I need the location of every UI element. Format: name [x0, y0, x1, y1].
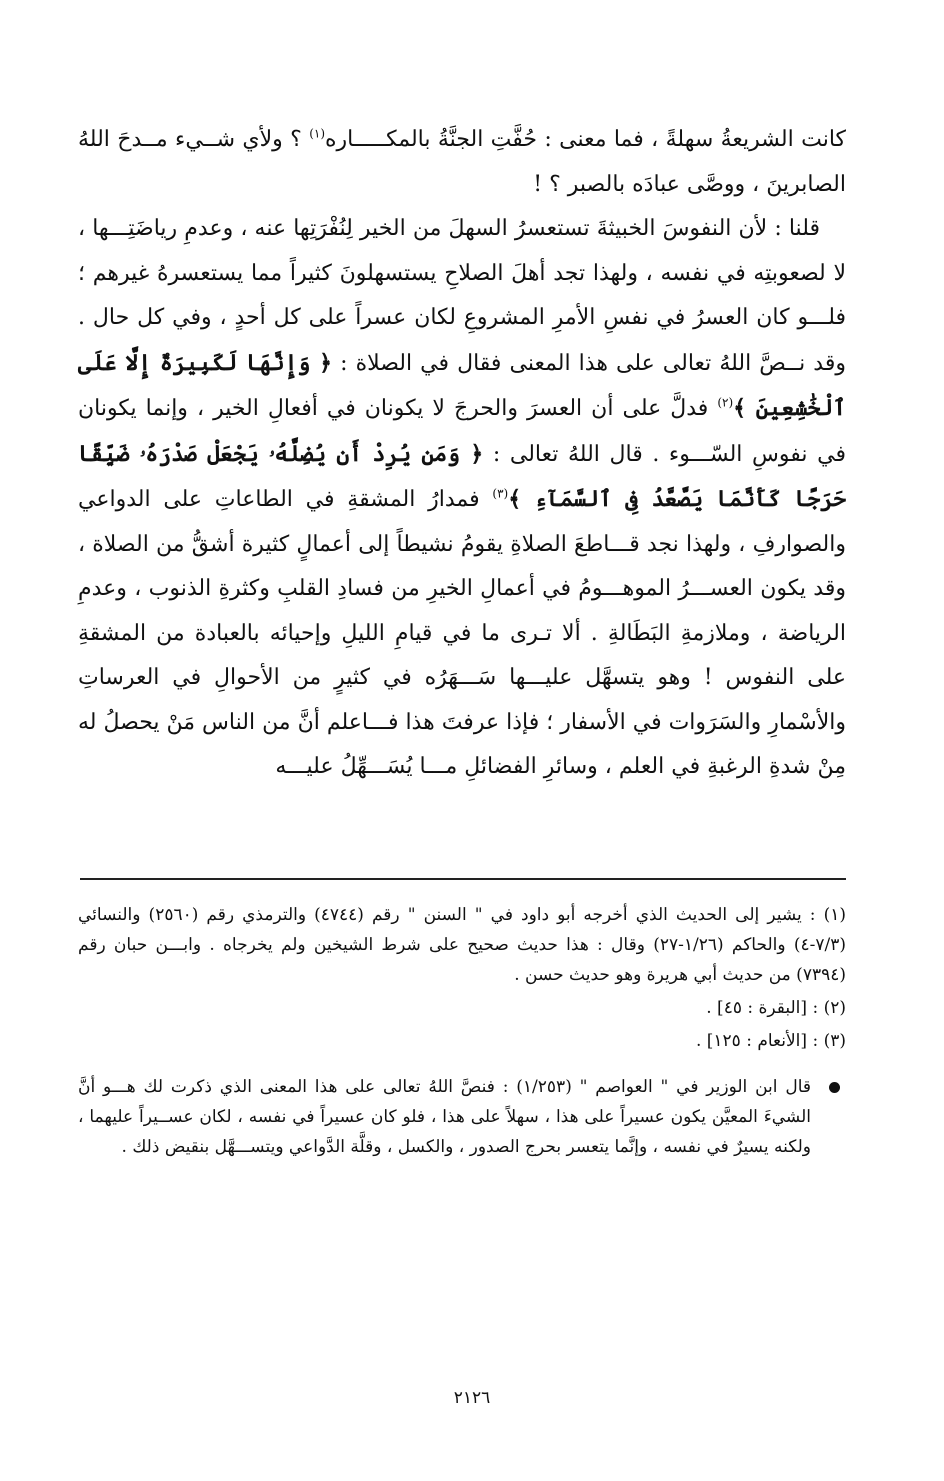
editor-note — [78, 1072, 846, 1162]
main-paragraph-2 — [78, 207, 846, 790]
editor-note-text: قال ابن الوزير في " العواصم " (١/٢٥٣) : فنصَّ اللهُ تعالى على هذا المعنى الذي ذكرت لك هـــو أنَّ الشيءَ المعيَّن يكون عسيراً على هذا ، سهلاً على هذا ، فلو كان عسيراً في نفسه ، لكان عســيراً عليهما ، ولكنه يسيرٌ في نفسه ، وإنَّما يتعسر بحرج الصدور ، والكسل ، وقلَّة الدَّواعي ويتســـهَّل بنقيض ذلك . — [78, 1077, 812, 1157]
paragraph-2-text-c: فمدارُ المشقةِ في الطاعاتِ على الدواعي والصوارفِ ، ولهذا نجد قـــاطعَ الصلاةِ يقومُ نشيطاً إلى أعمالٍ كثيرة أشقُّ من الصلاة ، وقد يكون العســـرُ الموهـــومُ في أعمالِ الخيرِ من فسادِ القلبِ وكثرةِ الذنوب ، وعدمِ الرياضة ، وملازمةِ البَطَالةِ . ألا تـرى ما في قيامِ الليلِ وإحيائه بالعبادة من المشقةِ على النفوس ! وهو يتسهَّل عليـــها سَـــهَرُه في كثيرٍ من الأحوالِ في العرساتِ والأسْمارِ والسَرَوات في الأسفار ؛ فإذا عرفتَ هذا فـــاعلم أنَّ من الناس مَنْ يحصلُ له مِنْ شدةِ الرغبةِ في العلم ، وسائرِ الفضائلِ مـــا يُسَـــهِّلُ عليـــه — [77, 487, 846, 779]
quran-verse-2: ﴿ وَمَن يُرِدْ أَن يُضِلَّهُۥ يَجْعَلْ صَدْرَهُۥ ضَيِّقًا حَرَجًا كَأَنَّمَا يَصَّعَّدُ فِى ٱلسَّمَآءِ ﴾ — [78, 440, 847, 512]
footnote-ref-2: (٢) — [717, 395, 734, 410]
footnote-divider — [80, 878, 846, 880]
footnote-1-text: يشير إلى الحديث الذي أخرجه أبو داود في " السنن " رقم (٤٧٤٤) والترمذي رقم (٢٥٦٠) والنسائي (٧/٣-٤) والحاكم (١/٢٦-٢٧) وقال : هذا حديث صحيح على شرط الشيخين ولم يخرجاه . وابـــن حبان رقم (٧٣٩٤) من حديث أبي هريرة وهو حديث حسن . — [78, 905, 846, 985]
footnote-ref-1: (١) — [309, 126, 326, 141]
page-number: ٢١٢٦ — [453, 1388, 491, 1408]
footnotes — [78, 900, 846, 1162]
paragraph-1-text: كانت الشريعةُ سهلةً ، فما معنى : حُفَّتِ الجنَّةُ بالمكـــــاره — [325, 127, 846, 152]
paragraph-1-tail: ؟ ولأي شــيء مــدحَ اللهُ الصابرينَ ، ووصَّى عبادَه بالصبر ؟ ! — [78, 127, 846, 197]
footnote-1-number: (١) : — [809, 905, 846, 925]
main-text — [78, 118, 846, 790]
quran-verse-1: ﴿ وَإِنَّهَا لَكَبِيرَةٌ إِلَّا عَلَى ٱلْخَٰشِعِينَ ﴾ — [78, 349, 846, 421]
footnote-1 — [78, 900, 846, 990]
footnote-2: (٢) : [البقرة : ٤٥] . — [706, 998, 846, 1018]
footnote-3: (٣) : [الأنعام : ١٢٥] . — [695, 1031, 846, 1051]
paragraph-2-text-b: فدلَّ على أن العسرَ والحرجَ لا يكونان في أفعالِ الخير ، وإنما يكونان في نفوسِ السّـــوء . قال اللهُ تعالى : — [78, 396, 846, 467]
bullet-icon — [829, 1082, 840, 1093]
paragraph-2-text: قلنا : لأن النفوسَ الخبيثةَ تستعسرُ السهلَ من الخير لِنُفْرَتِها عنه ، وعدمِ رياضَتِـــها ، لا لصعوبتِه في نفسه ، ولهذا تجد أهلَ الصلاحِ يستسهلونَ كثيراً مما يستعسرهُ غيرهم ؛ فلـــو كان العسرُ في نفسِ الأمرِ المشروعِ لكان عسراً على كل أحدٍ ، وفي كل حال . وقد نــصَّ اللهُ تعالى على هذا المعنى فقال في الصلاة : — [78, 216, 846, 376]
main-paragraph-1 — [78, 118, 846, 207]
footnote-ref-3: (٣) — [492, 486, 509, 501]
